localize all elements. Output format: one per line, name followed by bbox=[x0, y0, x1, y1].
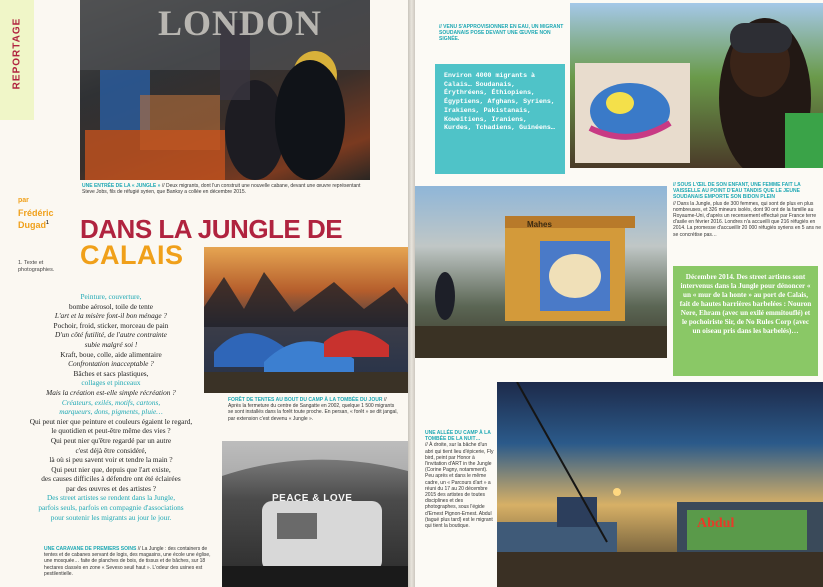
poem-line: pour soutenir les migrants au jour le jour. bbox=[50, 512, 172, 522]
article-title-line2: CALAIS bbox=[80, 240, 184, 270]
poem-line: c'est déjà être considéré, bbox=[75, 445, 147, 455]
article-title-line1: DANS LA JUNGLE DE bbox=[80, 214, 343, 244]
peace-graffiti: PEACE & LOVE bbox=[272, 493, 353, 504]
green-box-text: Décembre 2014. Des street artistes sont intervenus dans la Jungle pour dénoncer « un « mur de la honte » au port de Calais, fait de hautes barrières barbelées : Nouron Nere, Ehram (avec un exilé emmitouflé) et le pochoiriste Sir, de No Rules Corp (avec un oiseau pris dans les barbelés)… bbox=[679, 273, 812, 335]
caption-water: // VENU S'APPROVISIONNER EN EAU, UN MIGRANT SOUDANAIS POSE DEVANT UNE ŒUVRE NON SIGNÉE. bbox=[439, 24, 564, 43]
photo-forest-tents bbox=[204, 247, 410, 393]
caption-woman: // SOUS L'ŒIL DE SON ENFANT, UNE FEMME FAIT LA VAISSELLE AU POINT D'EAU TANDIS QUE LE JEUNE SOUDANAIS EMPORTE SON BIDON PLEIN // Dans la Jungle, plus de 300 femmes, qui sont de plus en plus nombreuses, et 326 mineurs isolés, dont 90 ont de la famille au Royaume-Uni, d'après un recensement effectué par France terre d'asile en février 2016. Londres n'a accueilli que 216 réfugiés en 2014. La promesse d'accueillir 20 000 réfugiés syriens en 5 ans ne se concrétise pas… bbox=[673, 182, 821, 238]
right-page bbox=[415, 0, 823, 587]
poem-line: Mais la création est-elle simple récréation ? bbox=[46, 387, 176, 397]
poem-line: Qui peut nier que peinture et couleurs égaient le regard, bbox=[29, 416, 193, 426]
poem-line: des causes difficiles à défendre ont été éclairées bbox=[41, 474, 181, 484]
photo-caravan bbox=[222, 441, 408, 587]
author-mark: 1 bbox=[46, 220, 49, 226]
poem-intro bbox=[16, 292, 206, 522]
author-prefix: par bbox=[18, 197, 29, 204]
section-label: REPORTAGE bbox=[11, 17, 23, 90]
shack-tag: Mahes bbox=[527, 220, 552, 229]
author-first-name: Frédéric bbox=[18, 208, 54, 218]
poem-line: Peinture, couverture, bbox=[80, 292, 142, 301]
poem-line: L'art et la misère font-il bon ménage ? bbox=[54, 311, 168, 321]
poem-line: le quotidien et peut-être même des vies ? bbox=[51, 426, 171, 436]
photo-alley-night bbox=[497, 382, 823, 587]
poem-line: là où si peu savent voir et tendre la main ? bbox=[49, 455, 173, 465]
poem-line: D'un côté futilité, de l'autre contrainte bbox=[55, 330, 167, 340]
author-last-line bbox=[18, 220, 49, 230]
caption-alley: UNE ALLÉE DU CAMP À LA TOMBÉE DE LA NUIT… // À droite, sur la bâche d'un abri qui tient lieu d'épicerie, Fly bird, peint par Honor à l'invitation d'ART in the Jungle (Corine Pagny, notamment). Peu après et dans le même cadre, un « Parcours d'art » a réuni du 17 au 20 décembre 2015 des artistes de toutes disciplines et des photographes, sous l'égide d'Ernest Pignon-Ernest. Abdul (tagué plus tard) est le migrant qui tient la boutique. bbox=[425, 430, 494, 530]
caption-top: UNE ENTRÉE DE LA « JUNGLE » // Deux migrants, dont l'un construit une nouvelle cabane, devant une œuvre représentant Steve Jobs, fils de réfugié syrien, que Banksy a collée en décembre 2015. bbox=[82, 183, 361, 196]
poem-line: marqueurs, dons, pigments, pluie… bbox=[59, 407, 163, 417]
caption-caravan: UNE CARAVANE DE PREMIERS SOINS // La Jungle : des containers de tentes et de cabanes servant de logis, des magasins, une école une église, une mosquée… faite de planches de bois, de tissus et de bâches, sur 18 hectares classés en zone « Seveso seuil haut ». L'odeur des usines est pestilentielle. bbox=[44, 546, 211, 577]
caption-forest: FORÊT DE TENTES AU BOUT DU CAMP À LA TOMBÉE DU JOUR // Après la fermeture du centre de Sangatte en 2002, quelque 1 500 migrants se sont installés dans la forêt toute proche. En persan, « forêt » se dit jangal, par extension c'est devenu « Jungle ». bbox=[228, 397, 398, 422]
green-info-box bbox=[673, 266, 818, 376]
poem-line: Des street artistes se rendent dans la Jungle, bbox=[46, 493, 176, 503]
teal-info-box bbox=[435, 64, 565, 174]
photo-water-migrant bbox=[570, 3, 823, 168]
teal-box-text: Environ 4000 migrants à Calais… Soudanais, Érythréens, Éthiopiens, Égyptiens, Afghans, Syriens, Irakiens, Pakistanais, Koweïtiens, Iraniens, Kurdes, Tchadiens, Guinéens… bbox=[444, 72, 555, 132]
wall-graffiti-text: LONDON bbox=[158, 3, 323, 43]
photo-jungle-entrance bbox=[80, 0, 370, 180]
poem-line: Qui peut nier qu'être regardé par un autre bbox=[50, 435, 172, 445]
poem-line: parfois seuls, parfois en compagnie d'associations bbox=[38, 503, 184, 513]
poem-line: subie malgré soi ! bbox=[84, 339, 138, 349]
abdul-tag: Abdul bbox=[697, 516, 735, 531]
poem-line: Confrontation inacceptable ? bbox=[68, 359, 154, 369]
poem-line: Créateurs, exilés, motifs, cartons, bbox=[61, 397, 161, 407]
poem-line: Bâches et sacs plastiques, bbox=[73, 368, 149, 378]
poem-line: bombe aérosol, toile de tente bbox=[68, 301, 154, 311]
left-page bbox=[0, 0, 410, 587]
poem-line: Kraft, boue, colle, aide alimentaire bbox=[60, 349, 162, 359]
poem-line: par des œuvres et des artistes ? bbox=[66, 483, 156, 493]
author-last-name: Dugad bbox=[18, 220, 46, 230]
poem-line: collages et pinceaux bbox=[81, 378, 141, 388]
poem-line: Qui peut nier que, depuis que l'art existe, bbox=[51, 464, 171, 474]
poem-line: Pochoir, froid, sticker, morceau de pain bbox=[53, 320, 169, 330]
author-note: 1. Texte et photographies. bbox=[18, 260, 55, 273]
photo-water-point bbox=[415, 186, 667, 358]
